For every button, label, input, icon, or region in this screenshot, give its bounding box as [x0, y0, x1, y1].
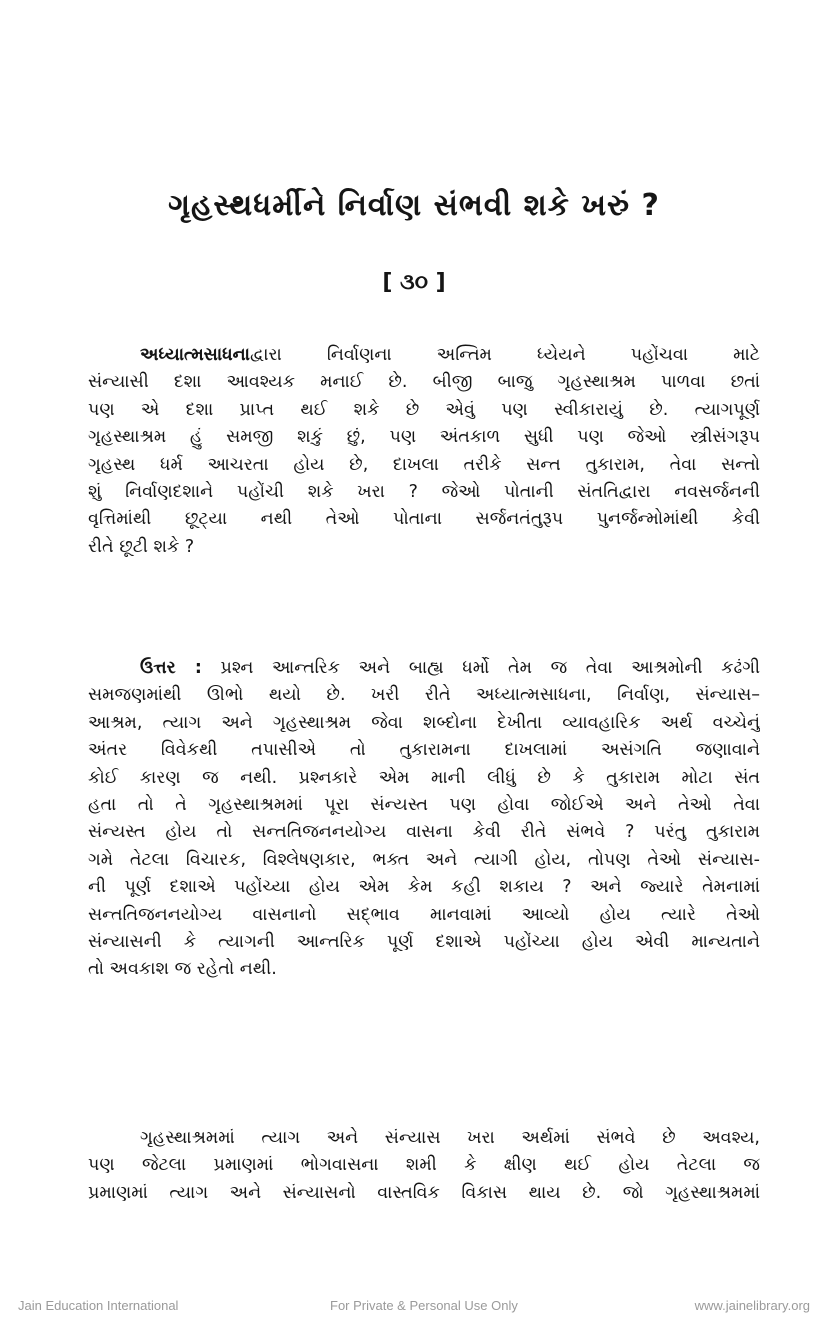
chapter-number: [ ૩૦ ] — [382, 270, 446, 295]
question-line-1: અધ્યાત્મસાધનાદ્વારા નિર્વાણના અન્તિમ ધ્યેયને પહોંચવા માટે — [140, 345, 760, 365]
question-line-6: શું નિર્વાણદશાને પહોંચી શકે ખરા ? જેઓ પોતાની સંતતિદ્વારા નવસર્જનની — [88, 481, 760, 502]
answer-line-12: તો અવકાશ જ રહેતો નથી. — [88, 959, 277, 980]
question-line-2: સંન્યાસી દશા આવશ્યક મનાઈ છે. બીજી બાજુ ગૃહસ્થાશ્રમ પાળવા છતાં — [88, 372, 760, 393]
continuation-line-1: ગૃહસ્થાશ્રમમાં ત્યાગ અને સંન્યાસ ખરા અર્થમાં સંભવે છે અવશ્ય, — [140, 1128, 760, 1148]
chapter-title: ગૃહસ્થધર્મીને નિર્વાણ સંભવી શકે ખરું ? — [168, 188, 660, 223]
answer-lead: ઉત્તર : — [140, 658, 202, 678]
question-line-4: ગૃહસ્થાશ્રમ હું સમજી શકું છું, પણ અંતકાળ સુધી પણ જેઓ સ્ત્રીસંગરૂપ — [88, 427, 760, 448]
answer-line-11: સંન્યાસની કે ત્યાગની આન્તરિક પૂર્ણ દશાએ પહોંચ્યા હોય એવી માન્યતાને — [88, 931, 760, 952]
answer-line-1: ઉત્તર : પ્રશ્ન આન્તરિક અને બાહ્ય ધર્મો તેમ જ તેવા આશ્રમોની કઢંગી — [140, 658, 760, 678]
continuation-line-2: પણ જેટલા પ્રમાણમાં ભોગવાસના શમી કે ક્ષીણ થઈ હોય તેટલા જ — [88, 1155, 760, 1176]
answer-line-2: સમજણમાંથી ઊભો થયો છે. ખરી રીતે અધ્યાત્મસાધના, નિર્વાણ, સંન્યાસ– — [88, 685, 760, 706]
answer-line-3: આશ્રમ, ત્યાગ અને ગૃહસ્થાશ્રમ જેવા શબ્દોના દેખીતા વ્યાવહારિક અર્થ વચ્ચેનું — [88, 712, 760, 733]
question-paragraph — [88, 342, 760, 561]
answer-line-9: ની પૂર્ણ દશાએ પહોંચ્યા હોય એમ કેમ કહી શકાય ? અને જ્યારે તેમનામાં — [88, 877, 760, 898]
answer-line-4: અંતર વિવેકથી તપાસીએ તો તુકારામના દાખલામાં અસંગતિ જણાવાને — [88, 740, 760, 761]
answer-paragraph — [88, 655, 760, 984]
answer-line-5: કોઈ કારણ જ નથી. પ્રશ્નકારે એમ માની લીધું છે કે તુકારામ મોટા સંત — [88, 767, 760, 788]
continuation-paragraph — [88, 1125, 760, 1207]
footer-usage-note: For Private & Personal Use Only — [330, 1298, 518, 1313]
answer-line-6: હતા તો તે ગૃહસ્થાશ્રમમાં પૂરા સંન્યસ્ત પણ હોવા જોઈએ અને તેઓ તેવા — [88, 794, 760, 815]
question-line-5: ગૃહસ્થ ધર્મ આચરતા હોય છે, દાખલા તરીકે સન્ત તુકારામ, તેવા સન્તો — [88, 454, 760, 475]
question-line-8: રીતે છૂટી શકે ? — [88, 536, 195, 557]
answer-line-8: ગમે તેટલા વિચારક, વિશ્લેષણકાર, ભક્ત અને ત્યાગી હોય, તોપણ તેઓ સંન્યાસ- — [88, 849, 760, 870]
question-line-7: વૃત્તિમાંથી છૂટ્યા નથી તેઓ પોતાના સર્જનતંતુરૂપ પુનર્જન્મોમાંથી કેવી — [88, 509, 760, 530]
continuation-line-3: પ્રમાણમાં ત્યાગ અને સંન્યાસનો વાસ્તવિક વિકાસ થાય છે. જો ગૃહસ્થાશ્રમમાં — [88, 1182, 760, 1203]
question-lead: અધ્યાત્મસાધના — [140, 345, 250, 365]
page-footer — [0, 1298, 828, 1318]
question-line-3: પણ એ દશા પ્રાપ્ત થઈ શકે છે એવું પણ સ્વીકારાયું છે. ત્યાગપૂર્ણ — [88, 399, 760, 420]
footer-publisher: Jain Education International — [18, 1298, 179, 1313]
answer-line-10: સન્તતિજનનયોગ્ય વાસનાનો સદ્ભાવ માનવામાં આવ્યો હોય ત્યારે તેઓ — [88, 904, 760, 925]
answer-line-7: સંન્યસ્ત હોય તો સન્તતિજનનયોગ્ય વાસના કેવી રીતે સંભવે ? પરંતુ તુકારામ — [88, 822, 760, 843]
footer-website-link[interactable]: www.jainelibrary.org — [694, 1298, 810, 1313]
